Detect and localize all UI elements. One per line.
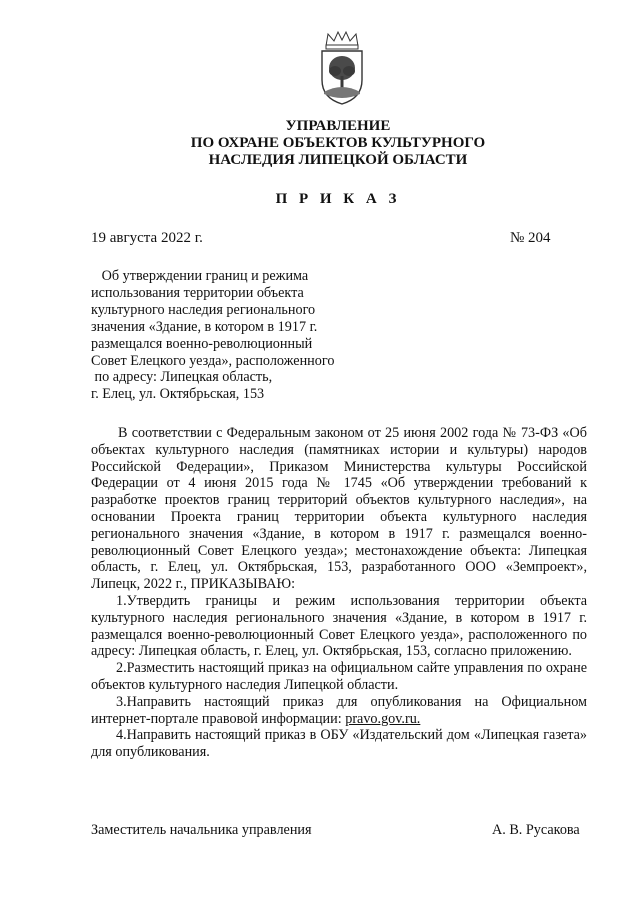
order-item-3 bbox=[91, 694, 587, 728]
order-item-3-text: 3.Направить настоящий приказ для опубликования на Официальном интернет-портале правовой информации: bbox=[91, 693, 587, 727]
subject-line: размещался военно-революционный bbox=[91, 335, 313, 352]
document-subject bbox=[91, 268, 361, 403]
subject-line: использования территории объекта bbox=[91, 284, 304, 301]
subject-line: значения «Здание, в котором в 1917 г. bbox=[91, 318, 318, 335]
document-number: № 204 bbox=[510, 230, 551, 246]
coat-of-arms-icon bbox=[318, 30, 366, 106]
document-body bbox=[91, 425, 587, 761]
pravo-gov-link[interactable]: pravo.gov.ru. bbox=[345, 710, 421, 727]
subject-line: г. Елец, ул. Октябрьская, 153 bbox=[91, 386, 265, 403]
subject-line: Совет Елецкого уезда», расположенного bbox=[91, 352, 335, 369]
subject-line: Об утверждении границ и режима bbox=[91, 268, 309, 284]
org-line-2: ПО ОХРАНЕ ОБЪЕКТОВ КУЛЬТУРНОГО bbox=[190, 135, 486, 151]
order-item-1: 1.Утвердить границы и режим использования территории объекта культурного наследия регионального значения «Здание, в котором в 1917 г. размещался военно-революционный Совет Елецкого уезда», расположенного по адресу: Липецкая область, г. Елец, ул. Октябрьская, 153, согласно приложению. bbox=[91, 592, 587, 660]
signatory-position: Заместитель начальника управления bbox=[91, 822, 312, 838]
order-item-2: 2.Разместить настоящий приказ на официальном сайте управления по охране объектов культурного наследия Липецкой области. bbox=[91, 660, 587, 693]
signatory-name: А. В. Русакова bbox=[492, 822, 580, 838]
subject-line: культурного наследия регионального bbox=[91, 301, 316, 318]
document-date: 19 августа 2022 г. bbox=[91, 230, 203, 246]
order-item-4: 4.Направить настоящий приказ в ОБУ «Издательский дом «Липецкая газета» для опубликования. bbox=[91, 727, 587, 761]
org-line-3: НАСЛЕДИЯ ЛИПЕЦКОЙ ОБЛАСТИ bbox=[208, 152, 468, 168]
org-line-1: УПРАВЛЕНИЕ bbox=[285, 118, 391, 134]
document-type: П Р И К А З bbox=[275, 191, 401, 207]
subject-line: по адресу: Липецкая область, bbox=[91, 369, 273, 386]
organization-name bbox=[0, 118, 640, 169]
preamble-paragraph: В соответствии с Федеральным законом от 25 июня 2002 года № 73-ФЗ «Об объектах культурного наследия (памятниках истории и культуры) народов Российской Федерации», Приказом Министерства культуры Российской Федерации от 4 июня 2015 года № 1745 «Об утверждении требований к разработке проектов границ территорий объектов культурного наследия», на основании Проекта границ территории объекта культурного наследия регионального значения «Здание, в котором в 1917 г. размещался военно-революционный Совет Елецкого уезда»; местонахождение объекта: Липецкая область, г. Елец, ул. Октябрьская, 153, разработанного ООО «Земпроект», Липецк, 2022 г., ПРИКАЗЫВАЮ: bbox=[91, 425, 587, 593]
